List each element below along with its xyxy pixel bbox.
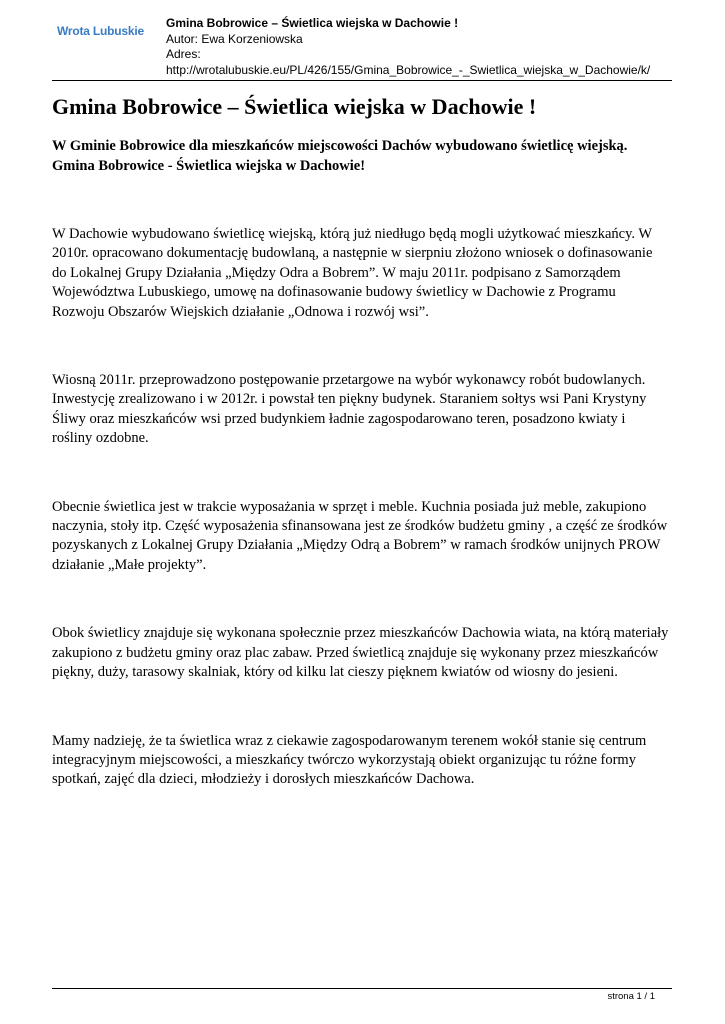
article-paragraph [52,624,677,682]
article [52,92,677,790]
header-address-url[interactable]: http://wrotalubuskie.eu/PL/426/155/Gmina_Bobrowice_-_Swietlica_wiejska_w_Dachowie/k/ [166,62,651,77]
article-paragraph [52,225,677,322]
lead-line: W Gminie Bobrowice dla mieszkańców miejscowości Dachów wybudowano świetlicę wiejską. [52,138,628,154]
paragraph-line: działanie „Małe projekty”. [52,556,207,573]
paragraph-line: Rozwoju Obszarów Wiejskich działanie „Odnowa i rozwój wsi”. [52,303,429,320]
paragraph-line: 2010r. opracowano dokumentację budowlaną, a następnie w sierpniu złożono wniosek o dofinasowanie [52,245,653,262]
footer-divider [52,988,672,989]
page-indicator: strona 1 / 1 [607,991,655,1002]
page-header [52,14,672,81]
lead-line: Gmina Bobrowice - Świetlica wiejska w Dachowie! [52,158,366,174]
paragraph-line: piękny, duży, tarasowy skalniak, który od kilku lat cieszy pięknem kwiatów od wiosny do jesieni. [52,664,618,681]
header-meta [166,16,650,78]
header-address-label: Adres: [166,47,201,61]
article-paragraph [52,732,677,790]
paragraph-line: spotkań, zajęć dla dzieci, młodzieży i dorosłych mieszkańców Dachowa. [52,771,475,788]
paragraph-line: Obok świetlicy znajduje się wykonana społecznie przez mieszkańców Dachowia wiata, na którą materiały [52,625,669,642]
article-paragraph [52,498,677,576]
paragraph-line: Wiosną 2011r. przeprowadzono postępowanie przetargowe na wybór wykonawcy robót budowlanych. [52,372,646,389]
paragraph-line: Mamy nadzieję, że ta świetlica wraz z ciekawie zagospodarowanym terenem wokół stanie się centrum [52,732,647,749]
paragraph-line: do Lokalnej Grupy Działania „Między Odra a Bobrem”. W maju 2011r. podpisano z Samorządem [52,264,621,281]
paragraph-line: integracyjnym miejscowości, a mieszkańcy twórczo wykorzystają obiekt organizując tu różne formy [52,751,636,768]
article-heading: Gmina Bobrowice – Świetlica wiejska w Dachowie ! [52,94,537,119]
header-author: Autor: Ewa Korzeniowska [166,31,303,46]
paragraph-line: Województwa Lubuskiego, umowę na dofinasowanie budowy świetlicy w Dachowie z Programu [52,284,616,301]
header-title: Gmina Bobrowice – Świetlica wiejska w Dachowie ! [166,16,459,30]
paragraph-line: naczynia, stoły itp. Część wyposażenia sfinansowana jest ze środków budżetu gminy , a część ze środków [52,518,668,535]
wrota-lubuskie-logo: Wrota Lubuskie [57,24,144,38]
paragraph-line: W Dachowie wybudowano świetlicę wiejską, którą już niedługo będą mogli użytkować mieszkańcy. W [52,226,653,242]
article-lead [52,136,677,176]
paragraph-line: zakupiono z budżetu gminy oraz plac zabaw. Przed świetlicą znajduje się wykonany przez mieszkańców [52,644,659,661]
paragraph-line: Obecnie świetlica jest w trakcie wyposażania w sprzęt i meble. Kuchnia posiada już meble, zakupiono [52,498,647,515]
article-paragraph [52,371,677,449]
paragraph-line: Inwestycję zrealizowano i w 2012r. i powstał ten piękny budynek. Staraniem sołtys wsi Pani Krystyny [52,391,647,408]
paragraph-line: pozyskanych z Lokalnej Grupy Działania „Między Odrą a Bobrem” w ramach środków unijnych PROW [52,537,661,554]
paragraph-line: Śliwy oraz mieszkańców wsi przed budynkiem ładnie zagospodarowano teren, posadzono kwiaty i [52,410,626,427]
paragraph-line: rośliny ozdobne. [52,430,149,447]
